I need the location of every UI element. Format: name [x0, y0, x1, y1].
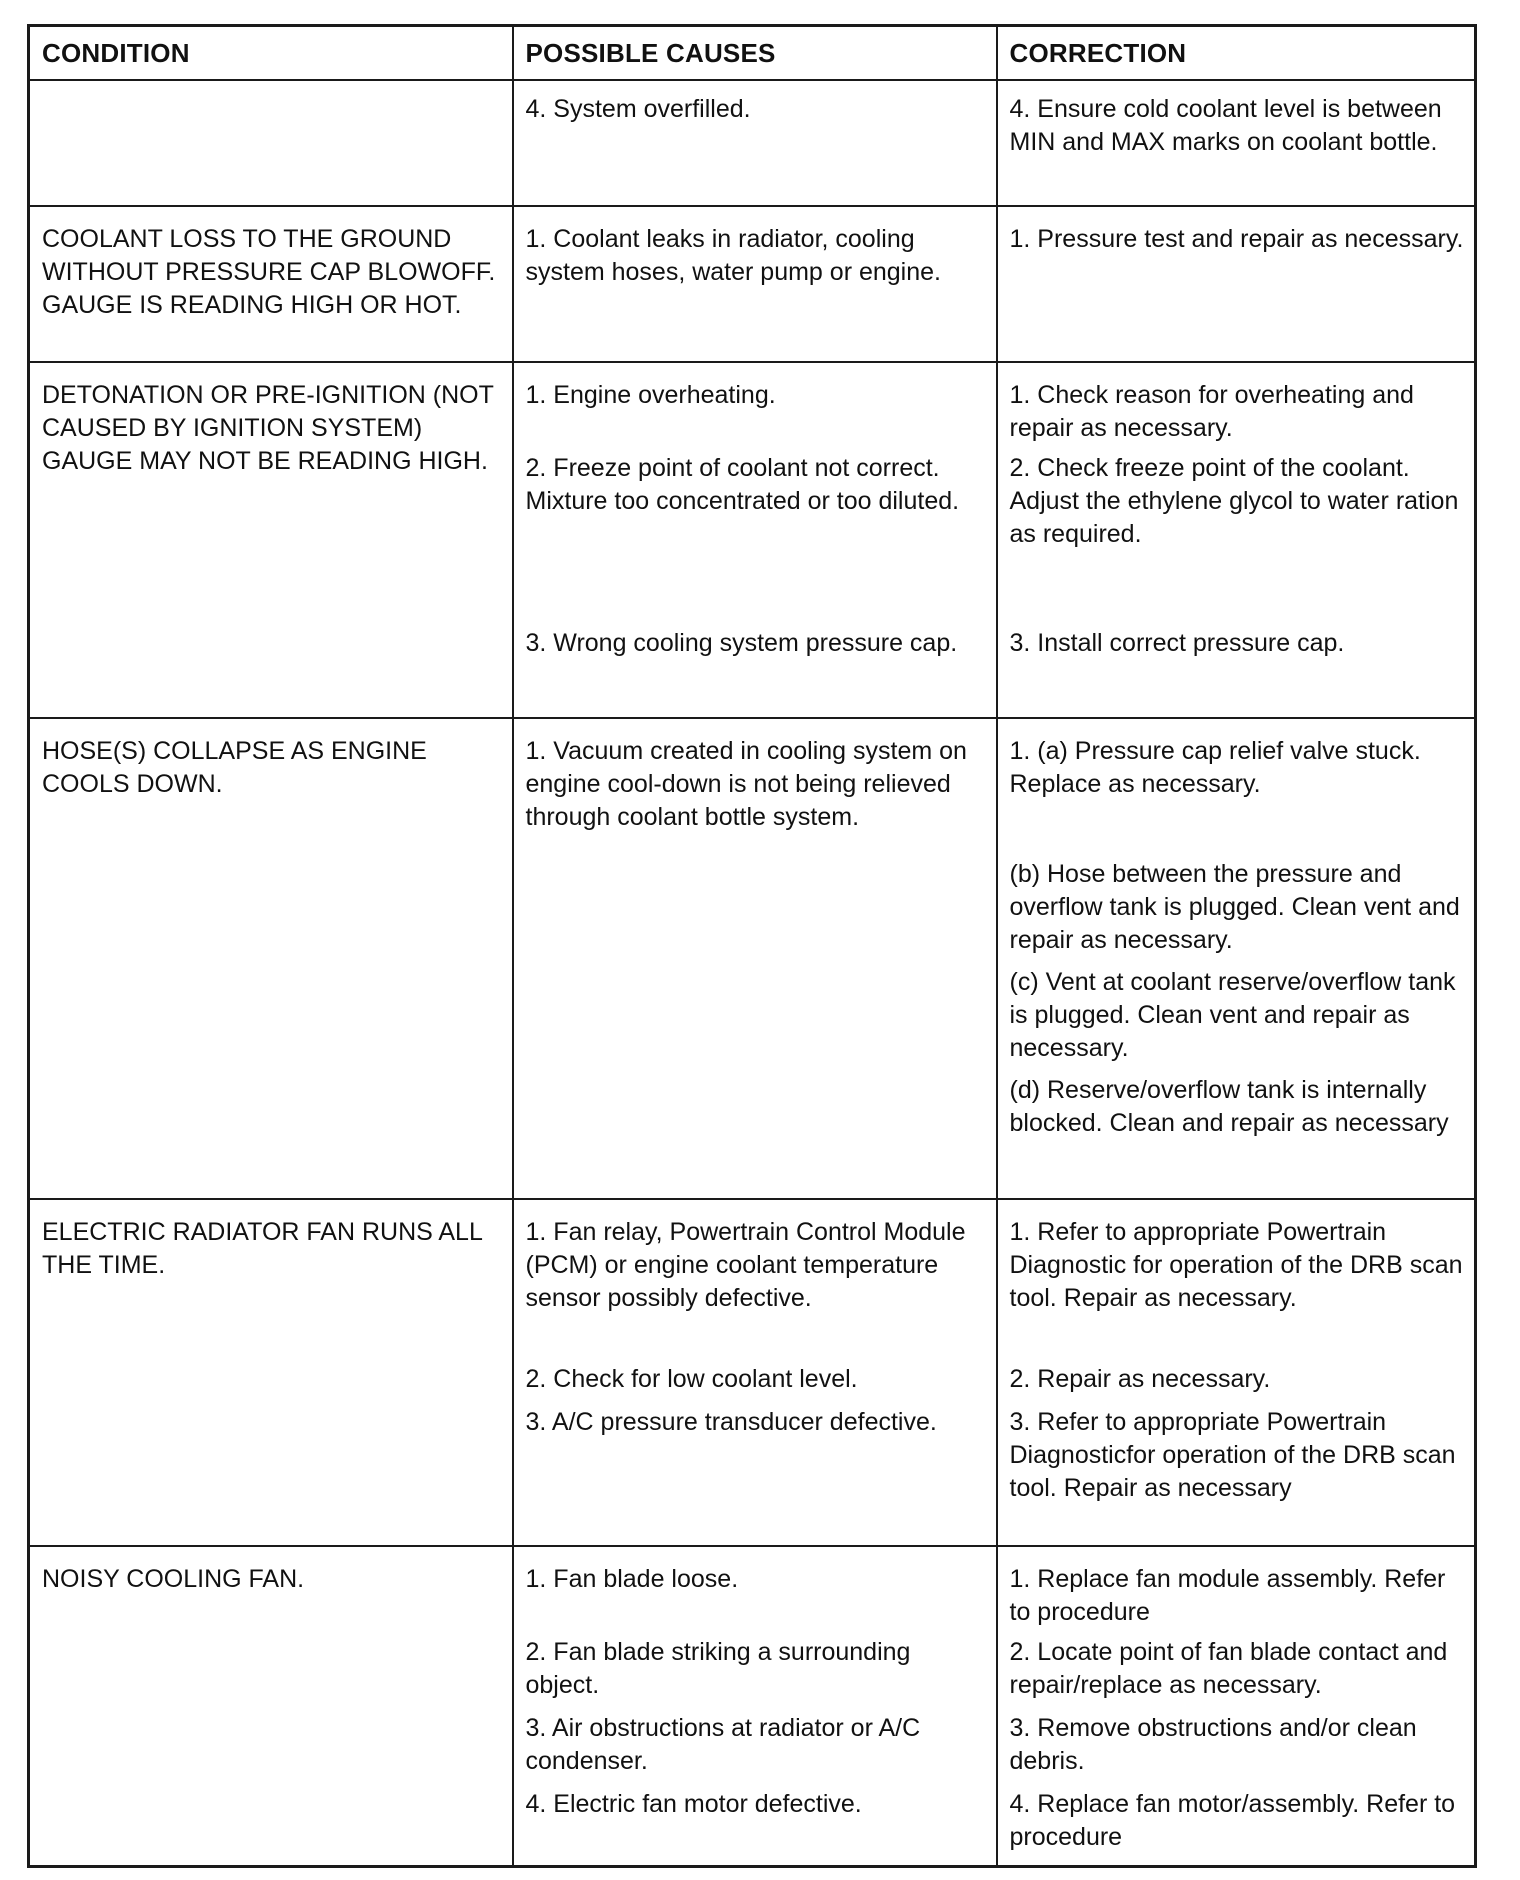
correction-text: (b) Hose between the pressure and overflow tank is plugged. Clean vent and repair as necessary.: [1009, 860, 1460, 954]
cause-text: 3. Air obstructions at radiator or A/C condenser.: [525, 1714, 921, 1775]
cause-text: 3. Wrong cooling system pressure cap.: [525, 629, 958, 657]
cause-cell: [513, 1636, 997, 1712]
condition-cell: [29, 80, 513, 206]
correction-text: 1. Refer to appropriate Powertrain Diagnostic for operation of the DRB scan tool. Repair as necessary.: [1009, 1218, 1463, 1312]
condition-cell: [29, 362, 513, 718]
cause-text: 4. Electric fan motor defective.: [525, 1790, 862, 1818]
correction-cell: [997, 80, 1476, 206]
correction-text: 2. Locate point of fan blade contact and repair/replace as necessary.: [1009, 1638, 1448, 1699]
correction-cell: [997, 858, 1476, 966]
correction-cell: [997, 1712, 1476, 1788]
cause-text: 2. Freeze point of coolant not correct. Mixture too concentrated or too diluted.: [525, 454, 960, 515]
correction-text: 1. Check reason for overheating and repair as necessary.: [1009, 381, 1414, 442]
correction-cell: [997, 718, 1476, 858]
correction-cell: [997, 966, 1476, 1074]
correction-text: 1. Pressure test and repair as necessary.: [1009, 225, 1464, 253]
table-body: [29, 80, 1476, 1866]
condition-cell: [29, 1546, 513, 1866]
cause-cell: [513, 1363, 997, 1406]
correction-header: CORRECTION: [997, 26, 1476, 81]
table-row: [29, 362, 1476, 452]
table-row: [29, 1199, 1476, 1363]
correction-cell: [997, 1074, 1476, 1199]
cause-cell: [513, 718, 997, 1199]
cause-text: 2. Fan blade striking a surrounding object.: [525, 1638, 911, 1699]
correction-text: 4. Ensure cold coolant level is between MIN and MAX marks on coolant bottle.: [1009, 95, 1442, 156]
correction-cell: [997, 362, 1476, 452]
table-row: [29, 718, 1476, 858]
cause-text: 1. Fan blade loose.: [525, 1565, 739, 1593]
cause-cell: [513, 452, 997, 627]
correction-text: (c) Vent at coolant reserve/overflow tank is plugged. Clean vent and repair as necessary.: [1009, 968, 1456, 1062]
cause-cell: [513, 80, 997, 206]
condition-cell: [29, 206, 513, 362]
cause-cell: [513, 1406, 997, 1546]
correction-text: 3. Remove obstructions and/or clean debris.: [1009, 1714, 1417, 1775]
cause-cell: [513, 1546, 997, 1636]
correction-text: 4. Replace fan motor/assembly. Refer to procedure: [1009, 1790, 1456, 1851]
correction-cell: [997, 1546, 1476, 1636]
correction-text: 3. Refer to appropriate Powertrain Diagnosticfor operation of the DRB scan tool. Repair as necessary: [1009, 1408, 1456, 1502]
table-row: [29, 80, 1476, 206]
cause-text: 3. A/C pressure transducer defective.: [525, 1408, 937, 1436]
cause-cell: [513, 206, 997, 362]
cause-text: 1. Coolant leaks in radiator, cooling system hoses, water pump or engine.: [525, 225, 941, 286]
condition-text: HOSE(S) COLLAPSE AS ENGINE COOLS DOWN.: [42, 737, 427, 798]
cause-text: 1. Engine overheating.: [525, 381, 776, 409]
cause-text: 1. Fan relay, Powertrain Control Module (PCM) or engine coolant temperature sensor possibly defective.: [525, 1218, 966, 1312]
cause-text: 2. Check for low coolant level.: [525, 1365, 858, 1393]
correction-cell: [997, 1363, 1476, 1406]
correction-text: 2. Repair as necessary.: [1009, 1365, 1271, 1393]
correction-text: 1. (a) Pressure cap relief valve stuck. Replace as necessary.: [1009, 737, 1421, 798]
condition-cell: [29, 718, 513, 1199]
correction-cell: [997, 627, 1476, 718]
header-row: [29, 26, 1476, 81]
table-row: [29, 1546, 1476, 1636]
correction-text: 2. Check freeze point of the coolant. Adjust the ethylene glycol to water ration as required.: [1009, 454, 1459, 548]
cause-cell: [513, 1788, 997, 1866]
correction-cell: [997, 1406, 1476, 1546]
cause-cell: [513, 362, 997, 452]
condition-text: DETONATION OR PRE-IGNITION (NOT CAUSED BY IGNITION SYSTEM) GAUGE MAY NOT BE READING HIGH.: [42, 381, 494, 475]
correction-text: (d) Reserve/overflow tank is internally blocked. Clean and repair as necessary: [1009, 1076, 1449, 1137]
correction-text: 3. Install correct pressure cap.: [1009, 629, 1345, 657]
cause-text: 4. System overfilled.: [525, 95, 751, 123]
condition-text: NOISY COOLING FAN.: [42, 1565, 305, 1593]
cause-cell: [513, 1712, 997, 1788]
condition-header: CONDITION: [29, 26, 513, 81]
diagnosis-table: [27, 24, 1477, 1868]
condition-text: COOLANT LOSS TO THE GROUND WITHOUT PRESSURE CAP BLOWOFF. GAUGE IS READING HIGH OR HOT.: [42, 225, 496, 319]
cause-text: 1. Vacuum created in cooling system on engine cool-down is not being relieved through coolant bottle system.: [525, 737, 967, 831]
correction-text: 1. Replace fan module assembly. Refer to procedure: [1009, 1565, 1446, 1626]
cause-cell: [513, 627, 997, 718]
cause-cell: [513, 1199, 997, 1363]
correction-cell: [997, 1636, 1476, 1712]
condition-cell: [29, 1199, 513, 1546]
table-header: [29, 26, 1476, 81]
correction-cell: [997, 1199, 1476, 1363]
table-row: [29, 206, 1476, 362]
correction-cell: [997, 206, 1476, 362]
possible-causes-header: POSSIBLE CAUSES: [513, 26, 997, 81]
correction-cell: [997, 452, 1476, 627]
condition-text: ELECTRIC RADIATOR FAN RUNS ALL THE TIME.: [42, 1218, 482, 1279]
correction-cell: [997, 1788, 1476, 1866]
